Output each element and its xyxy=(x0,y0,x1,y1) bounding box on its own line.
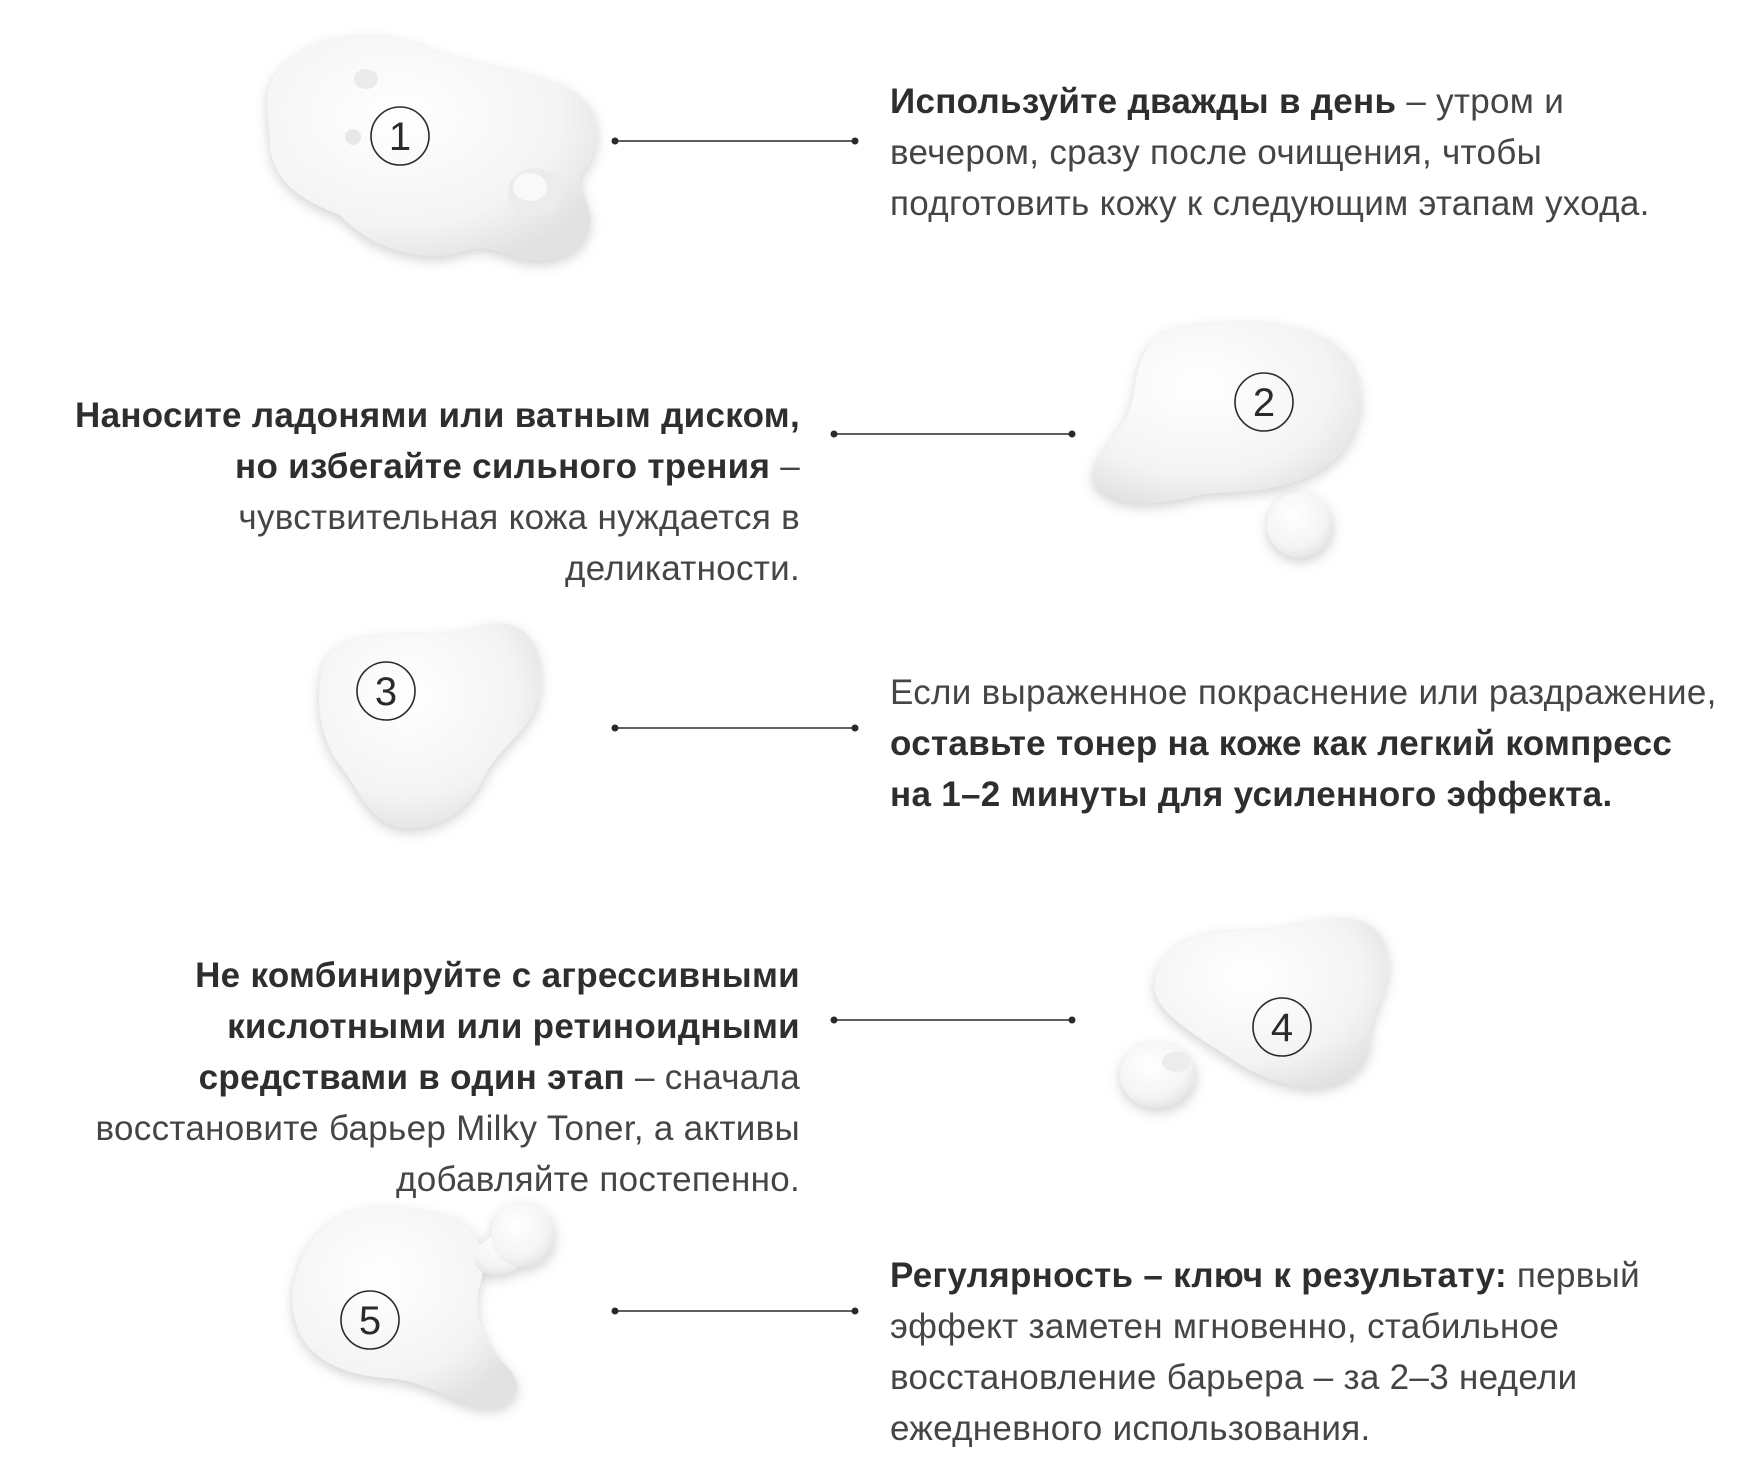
step-4-description: – сначала восстановите барьер Milky Toner, а активы добавляйте постепенно. xyxy=(95,1058,800,1199)
step-2-description: – чувствительная кожа нуждается в деликатности. xyxy=(238,447,800,588)
step-2-text xyxy=(40,390,800,594)
step-4-bold: Не комбинируйте с агрессивными кислотными или ретиноидными средствами в один этап xyxy=(195,956,800,1097)
step-3-description: Если выраженное покраснение или раздражение, xyxy=(890,673,1717,712)
lotion-drop-4-icon xyxy=(1120,918,1388,1108)
step-2-number: 2 xyxy=(1252,381,1276,425)
lotion-drop-5-icon xyxy=(292,1203,555,1408)
step-5-description: первый эффект заметен мгновенно, стабильное восстановление барьера – за 2–3 недели ежедневного использования. xyxy=(890,1256,1640,1448)
lotion-drop-1-icon xyxy=(267,36,597,260)
step-2-bold: Наносите ладонями или ватным диском, но избегайте сильного трения xyxy=(75,396,800,486)
step-5-bold: Регулярность – ключ к результату: xyxy=(890,1256,1507,1295)
lotion-drop-3-icon xyxy=(319,623,541,828)
step-3-text xyxy=(890,667,1720,820)
step-3-number: 3 xyxy=(374,670,398,714)
step-5-text xyxy=(890,1250,1690,1454)
step-1-bold: Используйте дважды в день xyxy=(890,82,1397,121)
step-1-text xyxy=(890,76,1660,229)
step-4-text xyxy=(20,950,800,1205)
step-3-bold: оставьте тонер на коже как легкий компресс на 1–2 минуты для усиленного эффекта. xyxy=(890,724,1673,814)
step-1-number: 1 xyxy=(388,115,412,159)
step-4-number: 4 xyxy=(1270,1006,1294,1050)
lotion-drop-2-icon xyxy=(1093,323,1361,558)
step-5-number: 5 xyxy=(358,1299,382,1343)
step-1-description: – утром и вечером, сразу после очищения, чтобы подготовить кожу к следующим этапам ухода. xyxy=(890,82,1650,223)
